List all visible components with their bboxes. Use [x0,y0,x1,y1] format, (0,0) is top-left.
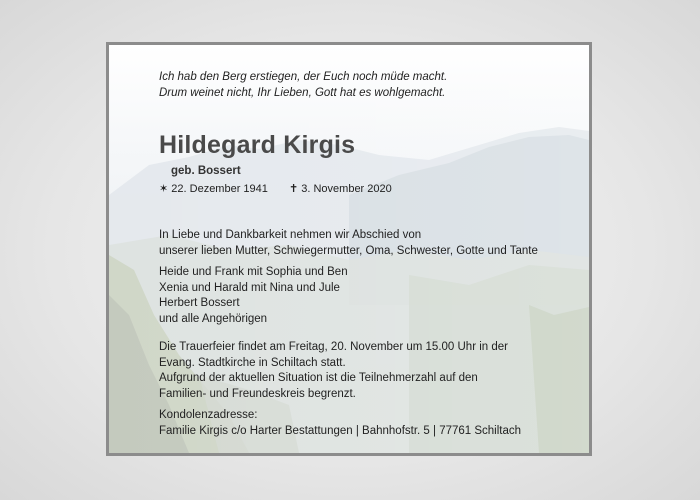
memorial-quote [159,69,447,101]
mourner-line: Heide und Frank mit Sophia und Ben [159,266,348,278]
mourners-list [159,265,348,327]
obituary-content [109,45,589,453]
mourner-line: Herbert Bossert [159,297,240,309]
mourner-line: und alle Angehörigen [159,312,268,325]
quote-line: Ich hab den Berg erstiegen, der Euch noch müde macht. [159,71,448,83]
text-line: Familien- und Freundeskreis begrenzt. [159,387,356,400]
text-line: unserer lieben Mutter, Schwiegermutter, Oma, Schwester, Gotte und Tante [159,244,538,257]
life-dates [159,182,392,195]
condolence-label: Kondolenzadresse: [159,409,258,421]
birth-name: geb. Bossert [171,165,241,177]
mourner-line: Xenia und Harald mit Nina und Jule [159,281,340,294]
birth-star-icon: ✶ [159,183,169,195]
birth-date: 22. Dezember 1941 [171,183,268,195]
obituary-card [106,42,592,456]
deceased-name: Hildegard Kirgis [159,131,356,159]
text-line: In Liebe und Dankbarkeit nehmen wir Abschied von [159,229,422,241]
text-line: Evang. Stadtkirche in Schiltach statt. [159,356,346,369]
quote-line: Drum weinet nicht, Ihr Lieben, Gott hat es wohlgemacht. [159,87,446,99]
condolence-line: Familie Kirgis c/o Harter Bestattungen | Bahnhofstr. 5 | 77761 Schiltach [159,424,522,437]
death-date: 3. November 2020 [301,183,392,195]
condolence-address [159,408,521,439]
funeral-notice [159,340,508,402]
death-cross-icon: ✝ [288,183,299,195]
text-line: Die Trauerfeier findet am Freitag, 20. November um 15.00 Uhr in der [159,341,508,353]
text-line: Aufgrund der aktuellen Situation ist die Teilnehmerzahl auf den [159,372,478,384]
farewell-intro [159,228,538,259]
